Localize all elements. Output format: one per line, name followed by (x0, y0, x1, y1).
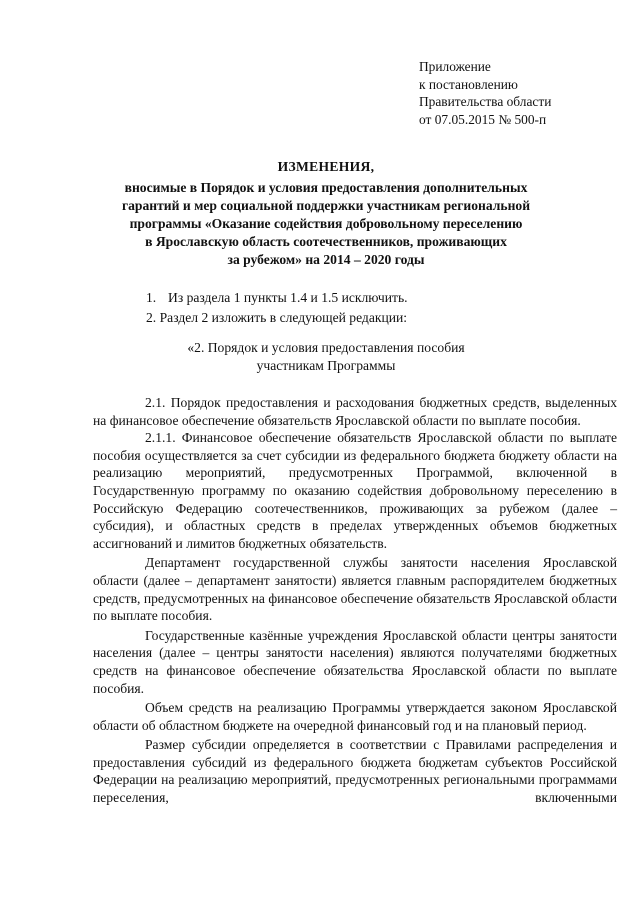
appendix-note (419, 58, 551, 128)
paragraph: 2.1. Порядок предоставления и расходования бюджетных средств, выделенных на финансовое обеспечение обязательств Ярославской области по выплате пособия. (93, 395, 617, 428)
change-items (146, 288, 408, 327)
item-number: 1. (146, 290, 157, 305)
item-text: Из раздела 1 пункты 1.4 и 1.5 исключить. (168, 290, 408, 305)
item-text: Раздел 2 изложить в следующей редакции: (159, 309, 408, 325)
paragraph: Государственные казённые учреждения Ярославской области центры занятости населения (далее – центры занятости населения) являются получателями бюджетных средств на финансовое обеспечение обязательства Ярославской области по выплате пособия. (93, 627, 617, 696)
item-number: 2. (146, 309, 157, 325)
title-line: программы «Оказание содействия добровольному переселению (129, 216, 523, 231)
document-title (100, 158, 552, 269)
title-main: ИЗМЕНЕНИЯ, (277, 159, 375, 174)
appendix-line: к постановлению (419, 76, 518, 92)
list-item (146, 288, 408, 308)
body-text (93, 394, 617, 807)
title-line: за рубежом» на 2014 – 2020 годы (227, 252, 425, 267)
section-title-line: участникам Программы (256, 357, 396, 373)
appendix-line: Правительства области (419, 94, 552, 109)
paragraph: Объем средств на реализацию Программы утверждается законом Ярославской области об областном бюджете на очередной финансовый год и на плановый период. (93, 700, 617, 733)
title-line: в Ярославскую область соотечественников, проживающих (145, 234, 507, 249)
title-line: вносимые в Порядок и условия предоставления дополнительных (124, 180, 528, 195)
section-title-line: «2. Порядок и условия предоставления пособия (187, 340, 465, 355)
paragraph: Размер субсидии определяется в соответствии с Правилами распределения и предоставления субсидий из федерального бюджета бюджетам субъектов Российской Федерации на реализацию мероприятий, предусмотренных региональными программами переселения, включенными (93, 737, 617, 806)
paragraph: Департамент государственной службы занятости населения Ярославской области (далее – департамент занятости) является главным распорядителем бюджетных средств, предусмотренных на финансовое обеспечение обязательств Ярославской области по выплате пособия. (93, 555, 617, 624)
section-title (100, 339, 552, 374)
paragraph: 2.1.1. Финансовое обеспечение обязательств Ярославской области по выплате пособия осуществляется за счет субсидии из федерального бюджета бюджету области на реализацию мероприятий, предусмотренных Программой, включенной в Государственную программу по оказанию содействия добровольному переселению в Российскую Федерацию соотечественников, проживающих за рубежом (далее – субсидия), и областных средств в пределах утвержденных объемов бюджетных ассигнований и лимитов бюджетных обязательств. (93, 430, 617, 551)
appendix-line: Приложение (419, 59, 491, 74)
list-item (146, 308, 408, 328)
appendix-line: от 07.05.2015 № 500-п (419, 111, 547, 127)
title-line: гарантий и мер социальной поддержки участникам региональной (121, 198, 531, 213)
